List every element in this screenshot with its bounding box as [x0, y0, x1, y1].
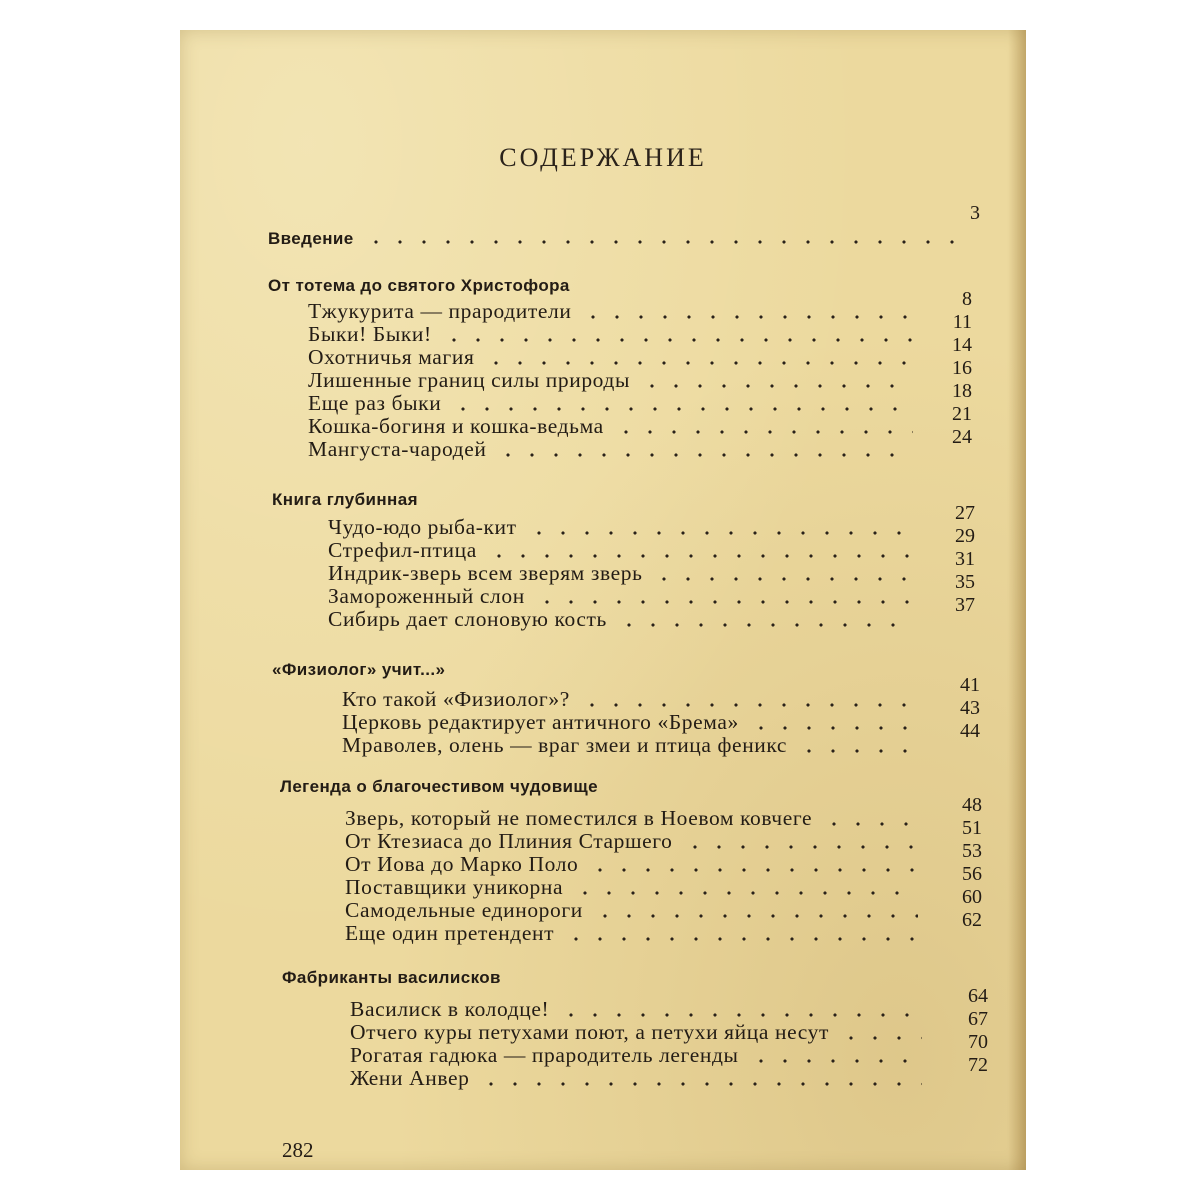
page-ref: 53: [962, 840, 982, 862]
page-spine-shadow: [1008, 30, 1026, 1170]
section-title: Книга глубинная: [272, 490, 418, 509]
page-ref: 37: [955, 594, 975, 616]
page-ref: 29: [955, 525, 975, 547]
toc-entry: От Иова до Марко Поло: [345, 851, 918, 877]
toc-entry: Самодельные единороги: [345, 897, 918, 923]
toc-entry: Замороженный слон: [328, 583, 913, 609]
toc-entry: Быки! Быки!: [308, 321, 913, 347]
section-title: От тотема до святого Христофора: [268, 276, 570, 295]
toc-entry: Охотничья магия: [308, 344, 913, 370]
page-ref: 21: [952, 403, 972, 425]
toc-entry: Рогатая гадюка — прародитель легенды: [350, 1042, 922, 1068]
page-ref: 31: [955, 548, 975, 570]
toc-entry: От Ктезиаса до Плиния Старшего: [345, 828, 918, 854]
section-title: Легенда о благочестивом чудовище: [280, 777, 599, 796]
page-ref: 27: [955, 502, 975, 524]
toc-entry: Лишенные границ силы природы: [308, 367, 913, 393]
page-ref: 67: [968, 1008, 988, 1030]
toc-section-title: [280, 771, 800, 797]
toc-entry: Мраволев, олень — враг змеи и птица феникс: [342, 732, 920, 758]
toc-entry: Отчего куры петухами поют, а петухи яйца несут: [350, 1019, 922, 1045]
section-title: Введение: [268, 229, 354, 248]
book-page: [180, 30, 1026, 1170]
page-ref: 16: [952, 357, 972, 379]
toc-entry: Зверь, который не поместился в Ноевом ковчеге: [345, 805, 918, 831]
page-number: 282: [282, 1138, 314, 1162]
toc-title: СОДЕРЖАНИЕ: [499, 143, 707, 172]
toc-entry: Церковь редактирует античного «Брема»: [342, 709, 920, 735]
page-ref: 70: [968, 1031, 988, 1053]
page-ref: 48: [962, 794, 982, 816]
toc-entry: Еще раз быки: [308, 390, 913, 416]
page-ref: 62: [962, 909, 982, 931]
page-ref: 43: [960, 697, 980, 719]
toc-entry: Василиск в колодце!: [350, 996, 922, 1022]
toc-section-title: [272, 484, 772, 510]
toc-entry: Чудо-юдо рыба-кит: [328, 514, 913, 540]
toc-entry: Еще один претендент: [345, 920, 918, 946]
toc-entry: Сибирь дает слоновую кость: [328, 606, 913, 632]
toc-entry: Индрик-зверь всем зверям зверь: [328, 560, 913, 586]
page-ref: 51: [962, 817, 982, 839]
page-ref: 18: [952, 380, 972, 402]
toc-entry: Кошка-богиня и кошка-ведьма: [308, 413, 913, 439]
leader-dots: [364, 240, 958, 244]
page-ref: 24: [952, 426, 972, 448]
page-ref: 56: [962, 863, 982, 885]
section-title: «Физиолог» учит...»: [272, 660, 446, 679]
toc-entry: Жени Анвер: [350, 1065, 922, 1091]
toc-entry: Стрефил-птица: [328, 537, 913, 563]
page-ref: 44: [960, 720, 980, 742]
page-ref: 14: [952, 334, 972, 356]
section-title: Фабриканты василисков: [282, 968, 501, 987]
toc-intro: [268, 223, 958, 249]
toc-entry: Тжукурита — прародители: [308, 298, 913, 324]
page-ref: 64: [968, 985, 988, 1007]
toc-section-title: [268, 270, 768, 296]
toc-section-title: [282, 962, 782, 988]
toc-entry: Кто такой «Физиолог»?: [342, 686, 920, 712]
page-ref: 35: [955, 571, 975, 593]
toc-entry: Поставщики уникорна: [345, 874, 918, 900]
page-ref: 72: [968, 1054, 988, 1076]
toc-section-title: [272, 654, 772, 680]
page-ref: 11: [952, 311, 972, 333]
toc-entry: Мангуста-чародей: [308, 436, 913, 462]
page-ref: 41: [960, 674, 980, 696]
page-ref: 60: [962, 886, 982, 908]
page-ref: 3: [970, 202, 980, 224]
page-ref: 8: [962, 288, 972, 310]
